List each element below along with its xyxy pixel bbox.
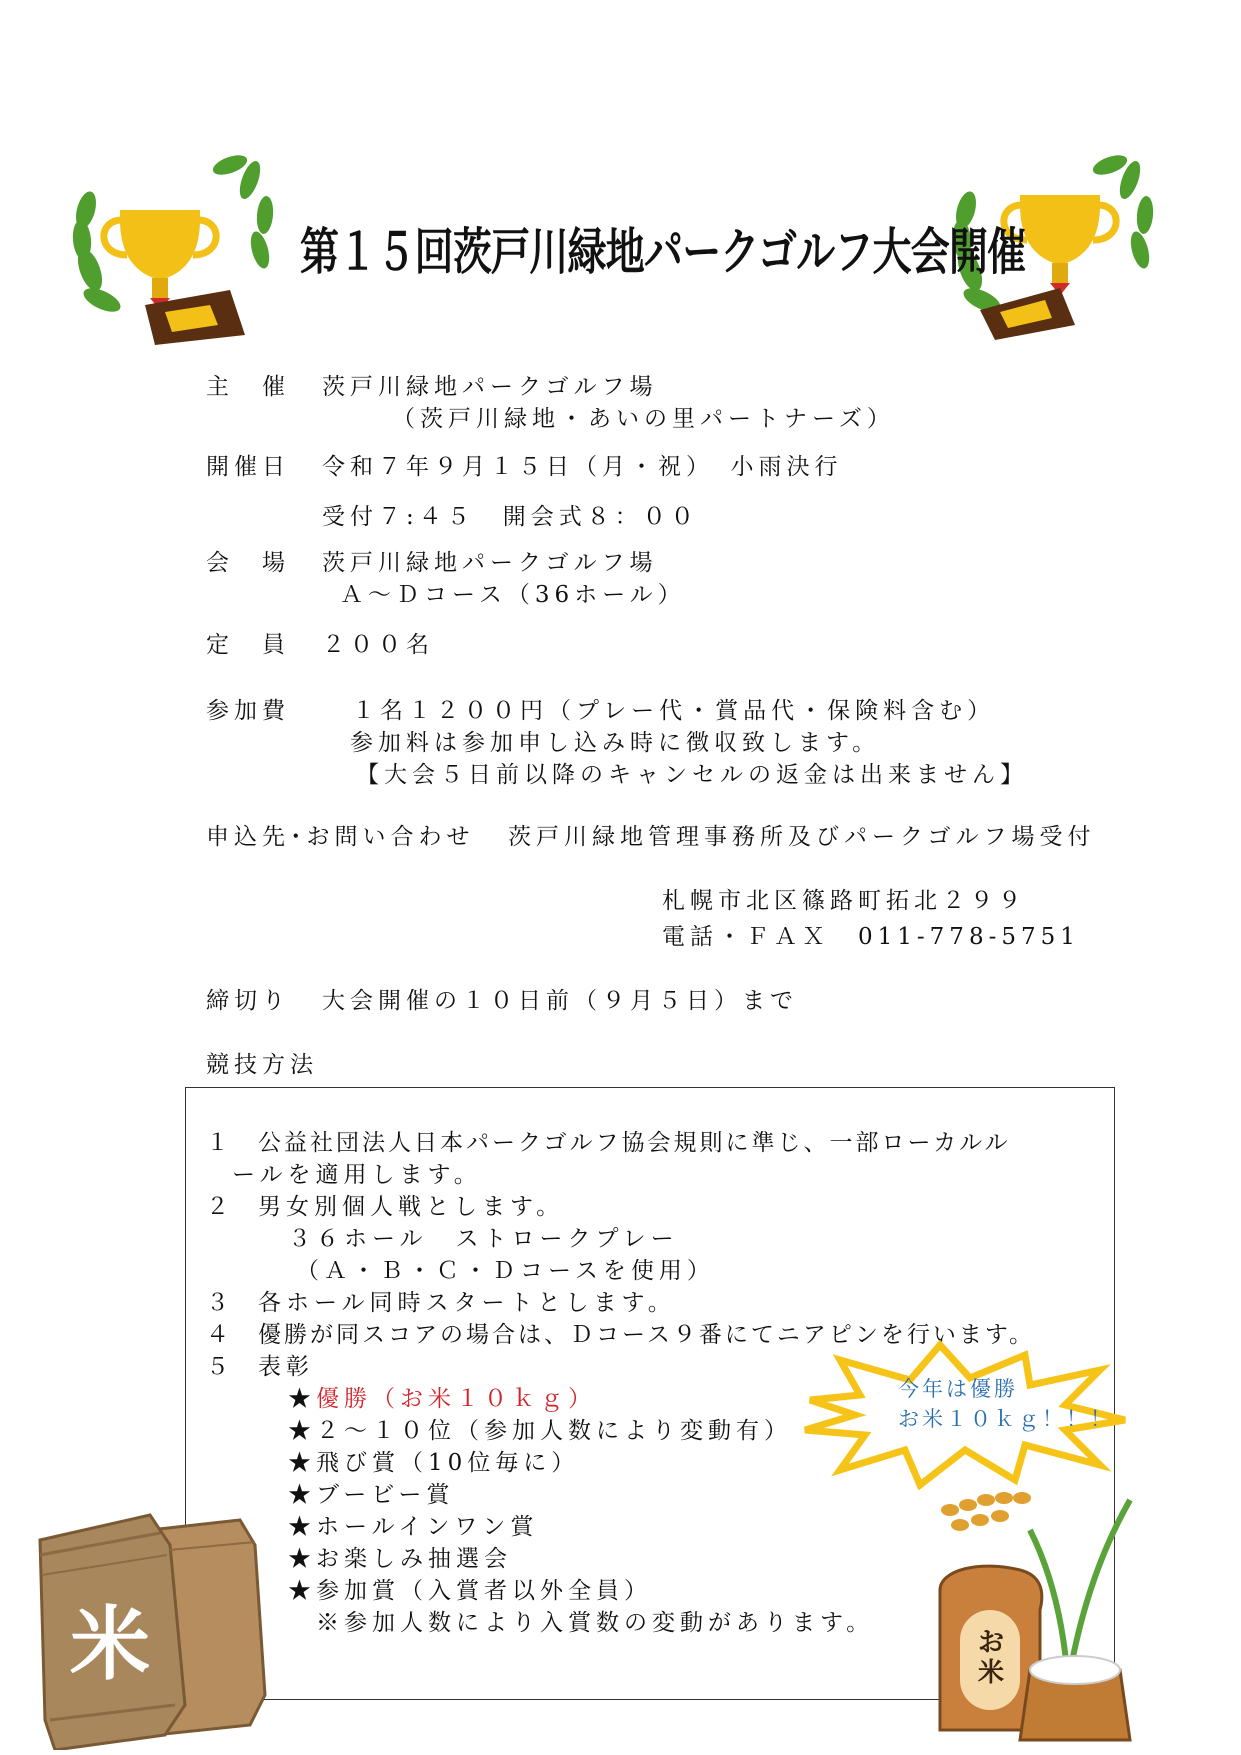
award-2-10: ★２～１０位（参加人数により変動有） — [288, 1418, 792, 1444]
organizer-sub: （茨戸川緑地・あいの里パートナーズ） — [392, 406, 895, 432]
date-label: 開催日 — [206, 454, 290, 480]
venue-sub: Ａ～Ｄコース（36ホール） — [340, 582, 686, 608]
rule-2-sub-2: （Ａ・Ｂ・Ｃ・Ｄコースを使用） — [296, 1258, 715, 1284]
award-winner — [288, 1380, 596, 1413]
contact-row — [0, 818, 1241, 848]
capacity-row — [0, 626, 1241, 656]
award-tobi: ★飛び賞（10位毎に） — [288, 1450, 580, 1476]
contact-value: 茨戸川緑地管理事務所及びパークゴルフ場受付 — [508, 824, 1096, 850]
phone-fax: 電話・ＦＡＸ 011-778-5751 — [662, 924, 1080, 950]
fee-row — [0, 692, 1241, 722]
deadline-value: 大会開催の１０日前（９月５日）まで — [322, 988, 798, 1014]
page-title: 第１５回茨戸川緑地パークゴルフ大会開催 — [300, 223, 1026, 281]
award-lottery: ★お楽しみ抽選会 — [288, 1546, 512, 1572]
venue-label: 会 場 — [206, 550, 290, 576]
rule-1-text: 公益社団法人日本パークゴルフ協会規則に準じ、一部ローカルル — [258, 1130, 1011, 1156]
address: 札幌市北区篠路町拓北２９９ — [662, 888, 1026, 914]
rice-bag-mark: 米 — [70, 1598, 150, 1691]
rule-3-number: ３ — [206, 1290, 234, 1316]
date-row — [0, 448, 1241, 478]
award-star: ★ — [288, 1386, 316, 1412]
contact-label: 申込先･お問い合わせ — [206, 824, 475, 850]
rule-5-text: 表彰 — [258, 1354, 314, 1380]
rule-4-text: 優勝が同スコアの場合は、Ｄコース９番にてニアピンを行います。 — [258, 1322, 1036, 1348]
award-participation: ★参加賞（入賞者以外全員） — [288, 1578, 652, 1604]
award-note: ※参加人数により入賞数の変動があります。 — [316, 1610, 875, 1636]
rule-2-number: ２ — [206, 1194, 234, 1220]
rule-4-number: ４ — [206, 1322, 234, 1348]
organizer-value: 茨戸川緑地パークゴルフ場 — [322, 374, 658, 400]
rice-box-plant-icon — [920, 1470, 1150, 1750]
organizer-label: 主 催 — [206, 374, 290, 400]
rule-5-number: ５ — [206, 1354, 234, 1380]
date-value: 令和７年９月１５日（月・祝） 小雨決行 — [322, 454, 843, 480]
fee-cancel-note: 【大会５日前以降のキャンセルの返金は出来ません】 — [356, 762, 1028, 788]
burst-line-1: 今年は優勝 — [898, 1377, 1018, 1401]
rule-3-text: 各ホール同時スタートとします。 — [258, 1290, 676, 1316]
fee-value: １名１２００円（プレー代・賞品代・保険料含む） — [352, 698, 996, 724]
rice-box-mark: お米 — [978, 1628, 1005, 1688]
award-booby: ★ブービー賞 — [288, 1482, 455, 1508]
rule-2-text: 男女別個人戦とします。 — [258, 1194, 565, 1220]
venue-row — [0, 544, 1241, 574]
deadline-label: 締切り — [206, 988, 290, 1014]
rule-1-text-cont: ールを適用します。 — [232, 1162, 482, 1188]
burst-line-2: お米１０ｋｇ！！！ — [898, 1407, 1114, 1431]
fee-note: 参加料は参加申し込み時に徴収致します。 — [350, 730, 881, 756]
award-hole-in-one: ★ホールインワン賞 — [288, 1514, 539, 1540]
method-heading: 競技方法 — [206, 1052, 318, 1078]
reception-time: 受付７:４５ 開会式８：００ — [322, 504, 699, 530]
award-winner-text: 優勝（お米１０ｋｇ） — [316, 1386, 596, 1412]
fee-label: 参加費 — [206, 698, 290, 724]
trophy-laurel-left-icon — [60, 140, 280, 350]
deadline-row — [0, 982, 1241, 1012]
capacity-label: 定 員 — [206, 632, 290, 658]
venue-value: 茨戸川緑地パークゴルフ場 — [322, 550, 658, 576]
rule-1-number: １ — [206, 1130, 234, 1156]
rule-2-sub-1: ３６ホール ストロークプレー — [288, 1226, 679, 1252]
capacity-value: ２００名 — [322, 632, 434, 658]
rice-bags-icon — [30, 1480, 290, 1750]
organizer-row — [0, 368, 1241, 398]
